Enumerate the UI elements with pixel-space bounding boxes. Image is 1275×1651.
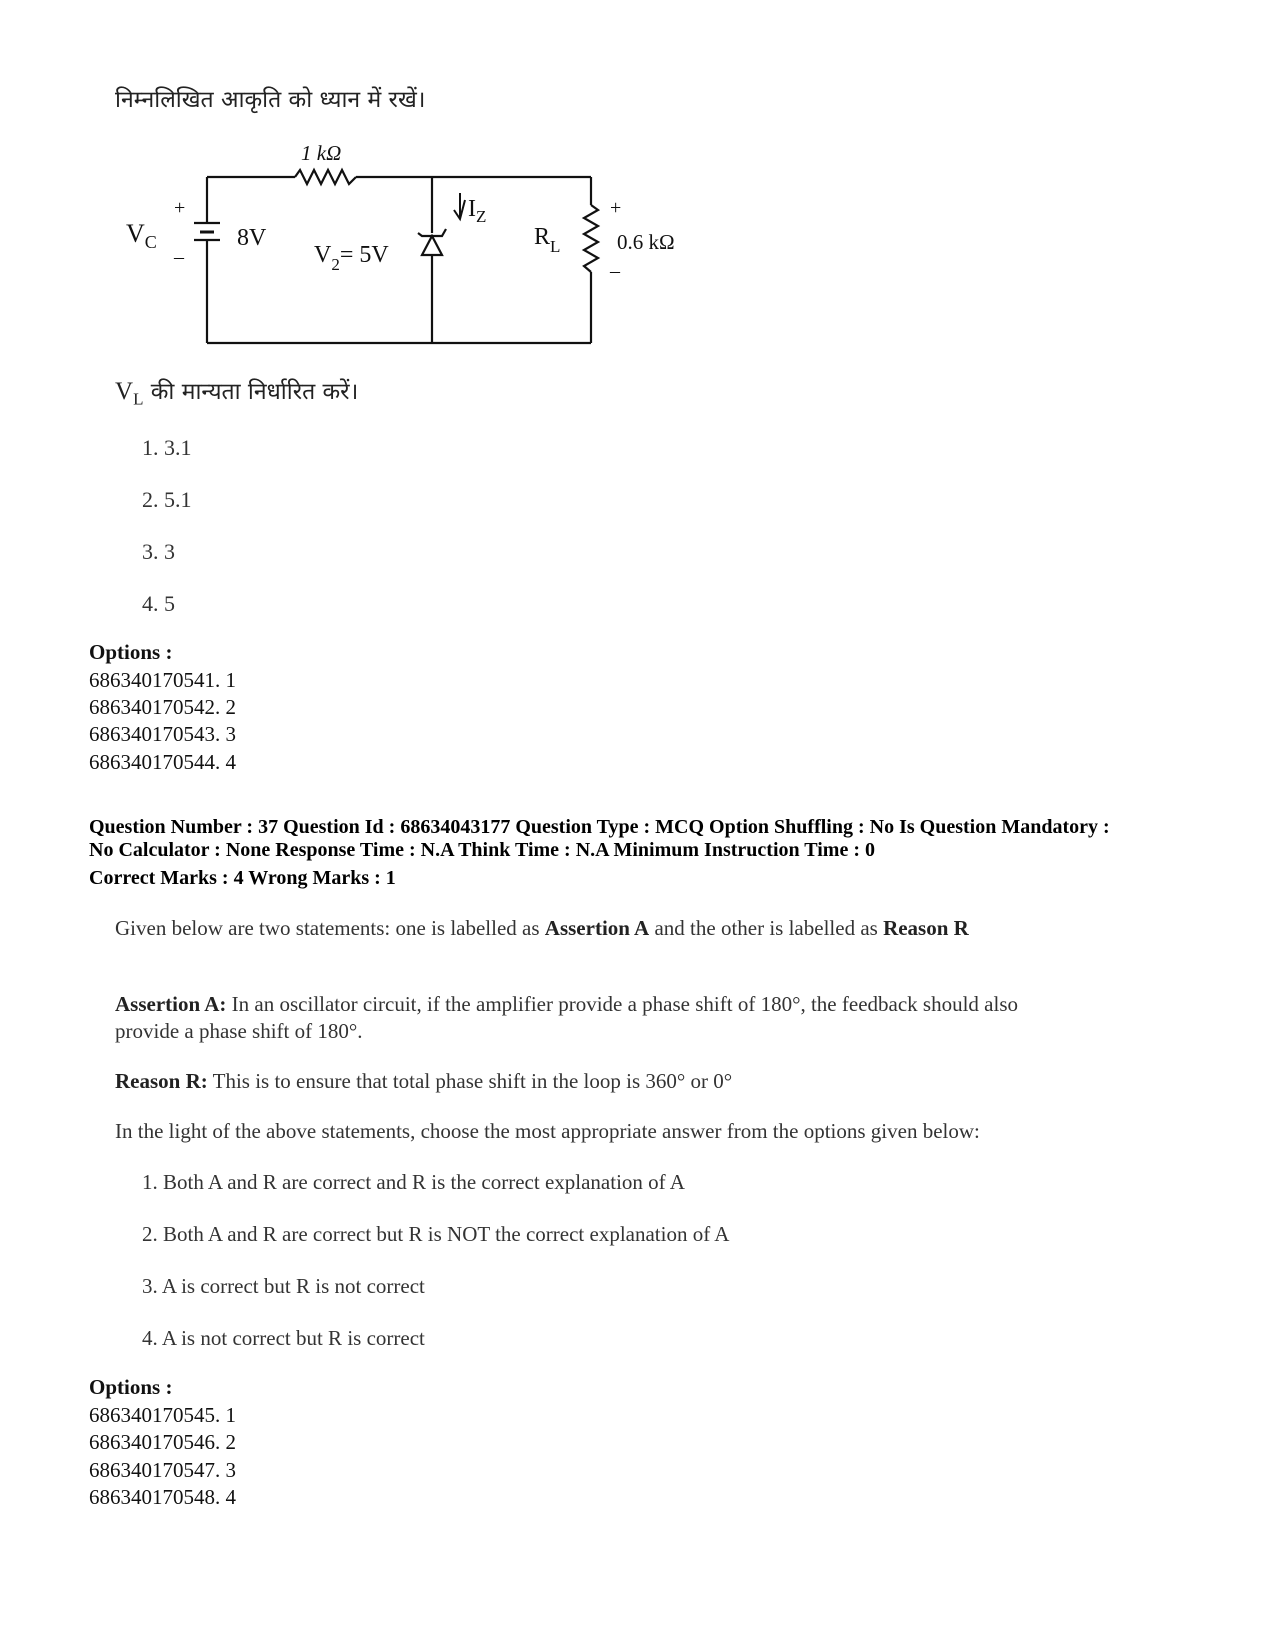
q37-assertion-line1: Assertion A: In an oscillator circuit, if the amplifier provide a phase shift of 180°, the feedback should also — [115, 992, 1018, 1016]
q37-option-1: 686340170545. 1 — [89, 1403, 236, 1427]
q37-assertion-line2: provide a phase shift of 180°. — [115, 1019, 363, 1043]
rl-value: 0.6 kΩ — [617, 230, 675, 254]
q36-option-4: 686340170544. 4 — [89, 750, 236, 774]
q37-choice-1: 1. Both A and R are correct and R is the correct explanation of A — [142, 1170, 685, 1194]
q36-choice-3: 3. 3 — [142, 539, 175, 564]
q36-choice-4: 4. 5 — [142, 591, 175, 616]
q37-choice-2: 2. Both A and R are correct but R is NOT the correct explanation of A — [142, 1222, 730, 1246]
vc-label: $V_C$ — [126, 219, 157, 252]
vc-minus: – — [174, 246, 184, 268]
circuit-diagram — [110, 130, 730, 360]
q36-option-1: 686340170541. 1 — [89, 668, 236, 692]
q37-option-3: 686340170547. 3 — [89, 1458, 236, 1482]
series-resistor-label: 1 kΩ — [301, 141, 342, 165]
zener-label: $V_2= 5V$ — [314, 242, 389, 274]
q37-reason: Reason R: This is to ensure that total phase shift in the loop is 360° or 0° — [115, 1069, 733, 1093]
vc-plus: + — [174, 197, 186, 219]
q37-options-label: Options : — [89, 1375, 173, 1399]
q36-question: $V_L$ की मान्यता निर्धारित करें। — [115, 378, 359, 409]
q36-option-2: 686340170542. 2 — [89, 695, 236, 719]
rl-minus: – — [610, 260, 620, 282]
iz-arrow — [454, 193, 465, 219]
q36-prompt: निम्नलिखित आकृति को ध्यान में रखें। — [115, 87, 426, 113]
iz-label: $I_Z$ — [468, 196, 487, 226]
circuit-wires — [207, 170, 598, 343]
q37-marks: Correct Marks : 4 Wrong Marks : 1 — [89, 867, 396, 889]
q37-option-4: 686340170548. 4 — [89, 1485, 236, 1509]
rl-label: $R_L$ — [534, 224, 561, 256]
q36-choice-2: 2. 5.1 — [142, 487, 192, 512]
q37-meta-line1: Question Number : 37 Question Id : 68634043177 Question Type : MCQ Option Shuffling : No Is Question Mandatory : — [89, 816, 1110, 838]
q37-option-2: 686340170546. 2 — [89, 1430, 236, 1454]
q37-choice-4: 4. A is not correct but R is correct — [142, 1326, 425, 1350]
q36-option-3: 686340170543. 3 — [89, 722, 236, 746]
q37-meta-line2: No Calculator : None Response Time : N.A Think Time : N.A Minimum Instruction Time : 0 — [89, 839, 875, 861]
q36-options-label: Options : — [89, 640, 173, 664]
source-value: 8V — [237, 225, 267, 251]
rl-plus: + — [610, 197, 622, 219]
q36-choice-1: 1. 3.1 — [142, 435, 192, 460]
q37-intro: Given below are two statements: one is labelled as Assertion A and the other is labelled as Reason R — [115, 916, 969, 940]
q37-choice-3: 3. A is correct but R is not correct — [142, 1274, 425, 1298]
q37-instruction: In the light of the above statements, choose the most appropriate answer from the options given below: — [115, 1119, 980, 1143]
